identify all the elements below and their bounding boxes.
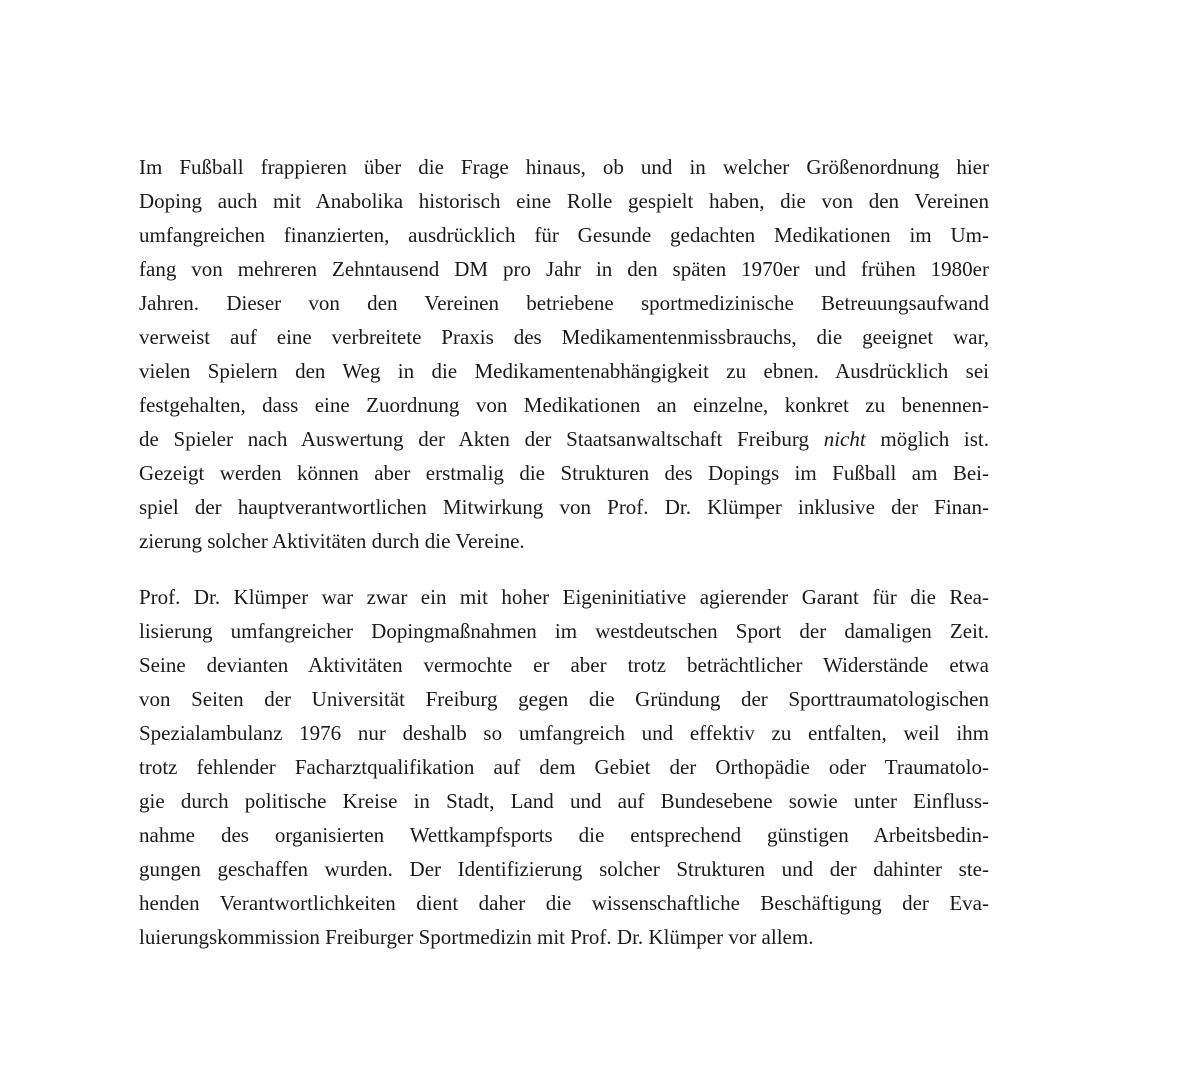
paragraph-line: spiel der hauptverantwortlichen Mitwirkung von Prof. Dr. Klümper inklusive der Finan-	[139, 495, 989, 519]
paragraph-line: zierung solcher Aktivitäten durch die Vereine.	[139, 529, 525, 553]
paragraph-line: vielen Spielern den Weg in die Medikamentenabhängigkeit zu ebnen. Ausdrücklich sei	[139, 359, 989, 383]
paragraph-line: Prof. Dr. Klümper war zwar ein mit hoher Eigeninitiative agierender Garant für die Rea-	[139, 585, 989, 609]
paragraph-line: umfangreichen finanzierten, ausdrücklich für Gesunde gedachten Medikationen im Um-	[139, 223, 989, 247]
paragraph-line: Gezeigt werden können aber erstmalig die Strukturen des Dopings im Fußball am Bei-	[139, 461, 989, 485]
paragraph-line: gungen geschaffen wurden. Der Identifizierung solcher Strukturen und der dahinter ste-	[139, 857, 989, 881]
emphasized-word: nicht	[823, 427, 866, 451]
paragraph-line: festgehalten, dass eine Zuordnung von Medikationen an einzelne, konkret zu benennen-	[139, 393, 989, 417]
paragraph-line: Spezialambulanz 1976 nur deshalb so umfangreich und effektiv zu entfalten, weil ihm	[139, 721, 989, 745]
paragraph-line: Doping auch mit Anabolika historisch eine Rolle gespielt haben, die von den Vereinen	[139, 189, 989, 213]
paragraph-line: verweist auf eine verbreitete Praxis des Medikamentenmissbrauchs, die geeignet war,	[139, 325, 989, 349]
paragraph-line: henden Verantwortlichkeiten dient daher die wissenschaftliche Beschäftigung der Eva-	[139, 891, 989, 915]
paragraph-line: lisierung umfangreicher Dopingmaßnahmen im westdeutschen Sport der damaligen Zeit.	[139, 619, 989, 643]
paragraph-kluemper	[139, 580, 989, 954]
paragraph-line: nahme des organisierten Wettkampfsports die entsprechend günstigen Arbeitsbedin-	[139, 823, 989, 847]
paragraph-line: Im Fußball frappieren über die Frage hinaus, ob und in welcher Größenordnung hier	[139, 155, 989, 179]
paragraph-line: fang von mehreren Zehntausend DM pro Jahr in den späten 1970er und frühen 1980er	[139, 257, 989, 281]
line-text-before-emphasis: de Spieler nach Auswertung der Akten der Staatsanwaltschaft Freiburg	[139, 427, 824, 451]
paragraph-line: von Seiten der Universität Freiburg gegen die Gründung der Sporttraumatologischen	[139, 687, 989, 711]
paragraph-football-doping	[139, 150, 989, 558]
paragraph-line: Jahren. Dieser von den Vereinen betriebene sportmedizinische Betreuungsaufwand	[139, 291, 989, 315]
line-text-after-emphasis: möglich ist.	[865, 427, 989, 451]
paragraph-line	[139, 422, 989, 456]
paragraph-line: trotz fehlender Facharztqualifikation auf dem Gebiet der Orthopädie oder Traumatolo-	[139, 755, 989, 779]
paragraph-line: luierungskommission Freiburger Sportmedizin mit Prof. Dr. Klümper vor allem.	[139, 925, 814, 949]
paragraph-line: gie durch politische Kreise in Stadt, Land und auf Bundesebene sowie unter Einfluss-	[139, 789, 989, 813]
paragraph-line: Seine devianten Aktivitäten vermochte er aber trotz beträchtlicher Widerstände etwa	[139, 653, 989, 677]
